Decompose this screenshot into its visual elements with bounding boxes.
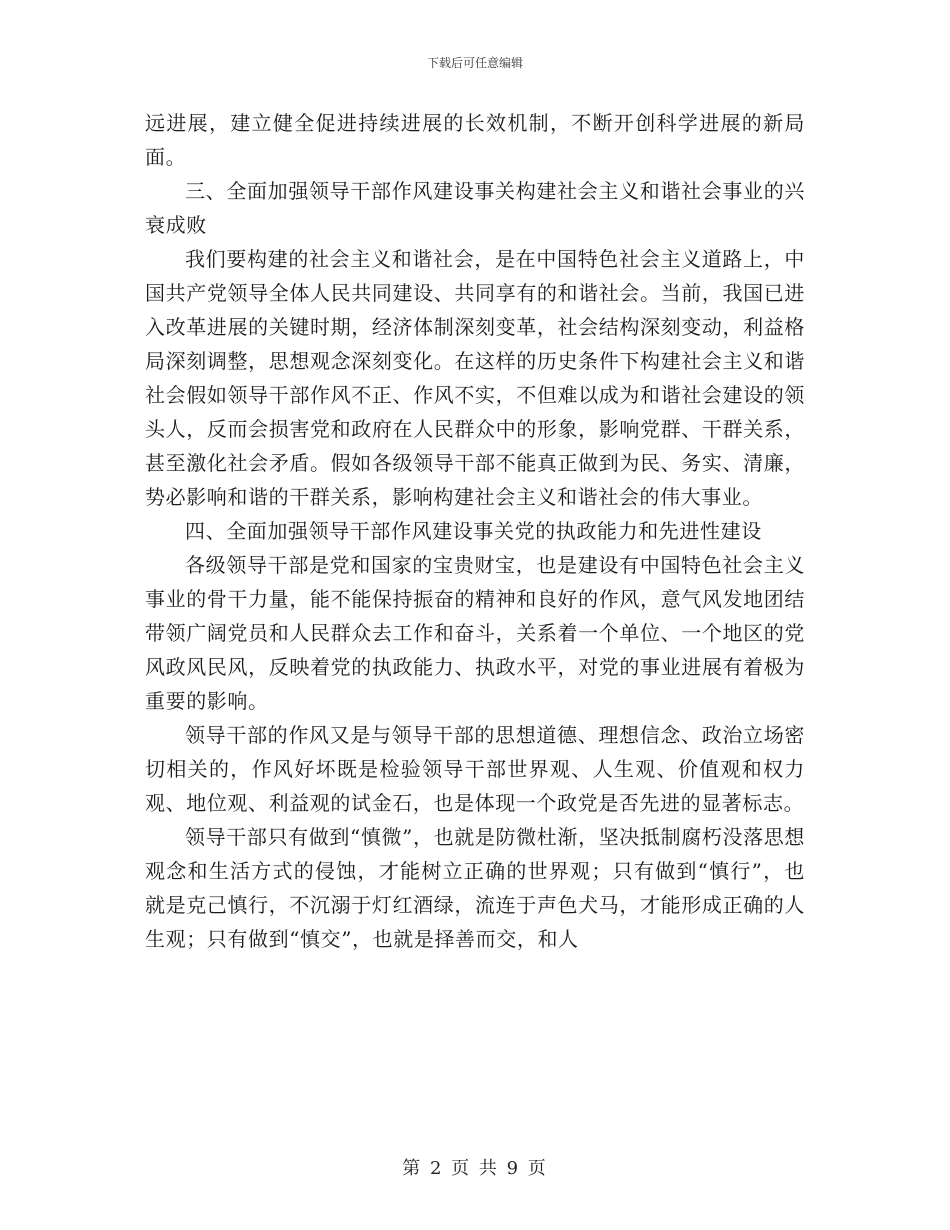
- paragraph: 各级领导干部是党和国家的宝贵财宝，也是建设有中国特色社会主义事业的骨干力量，能不能保持振奋的精神和良好的作风，意气风发地团结带领广阔党员和人民群众去工作和奋斗，关系着一个单位、一个地区的党风政风民风，反映着党的执政能力、执政水平，对党的事业进展有着极为重要的影响。: [145, 553, 805, 713]
- section-heading: 三、全面加强领导干部作风建设事关构建社会主义和谐社会事业的兴衰成败: [145, 179, 805, 237]
- paragraph: 领导干部只有做到“慎微”，也就是防微杜渐，坚决抵制腐朽没落思想观念和生活方式的侵蚀，才能树立正确的世界观；只有做到“慎行”，也就是克己慎行，不沉溺于灯红酒绿，流连于声色犬马，才能形成正确的人生观；只有做到“慎交”，也就是择善而交，和人: [145, 825, 805, 951]
- page-header: 下载后可任意编辑: [426, 56, 523, 70]
- section-heading: 四、全面加强领导干部作风建设事关党的执政能力和先进性建设: [185, 519, 762, 543]
- paragraph: 我们要构建的社会主义和谐社会，是在中国特色社会主义道路上，中国共产党领导全体人民共同建设、共同享有的和谐社会。当前，我国已进入改革进展的关键时期，经济体制深刻变革，社会结构深刻变动，利益格局深刻调整，思想观念深刻变化。在这样的历史条件下构建社会主义和谐社会假如领导干部作风不正、作风不实，不但难以成为和谐社会建设的领头人，反而会损害党和政府在人民群众中的形象，影响党群、干群关系，甚至激化社会矛盾。假如各级领导干部不能真正做到为民、务实、清廉，势必影响和谐的干群关系，影响构建社会主义和谐社会的伟大事业。: [145, 247, 805, 509]
- page-number: 第 2 页 共 9 页: [402, 1158, 548, 1179]
- paragraph: 远进展，建立健全促进持续进展的长效机制，不断开创科学进展的新局面。: [145, 111, 805, 169]
- paragraph: 领导干部的作风又是与领导干部的思想道德、理想信念、政治立场密切相关的，作风好坏既是检验领导干部世界观、人生观、价值观和权力观、地位观、利益观的试金石，也是体现一个政党是否先进的显著标志。: [145, 723, 805, 815]
- document-body: [145, 106, 805, 956]
